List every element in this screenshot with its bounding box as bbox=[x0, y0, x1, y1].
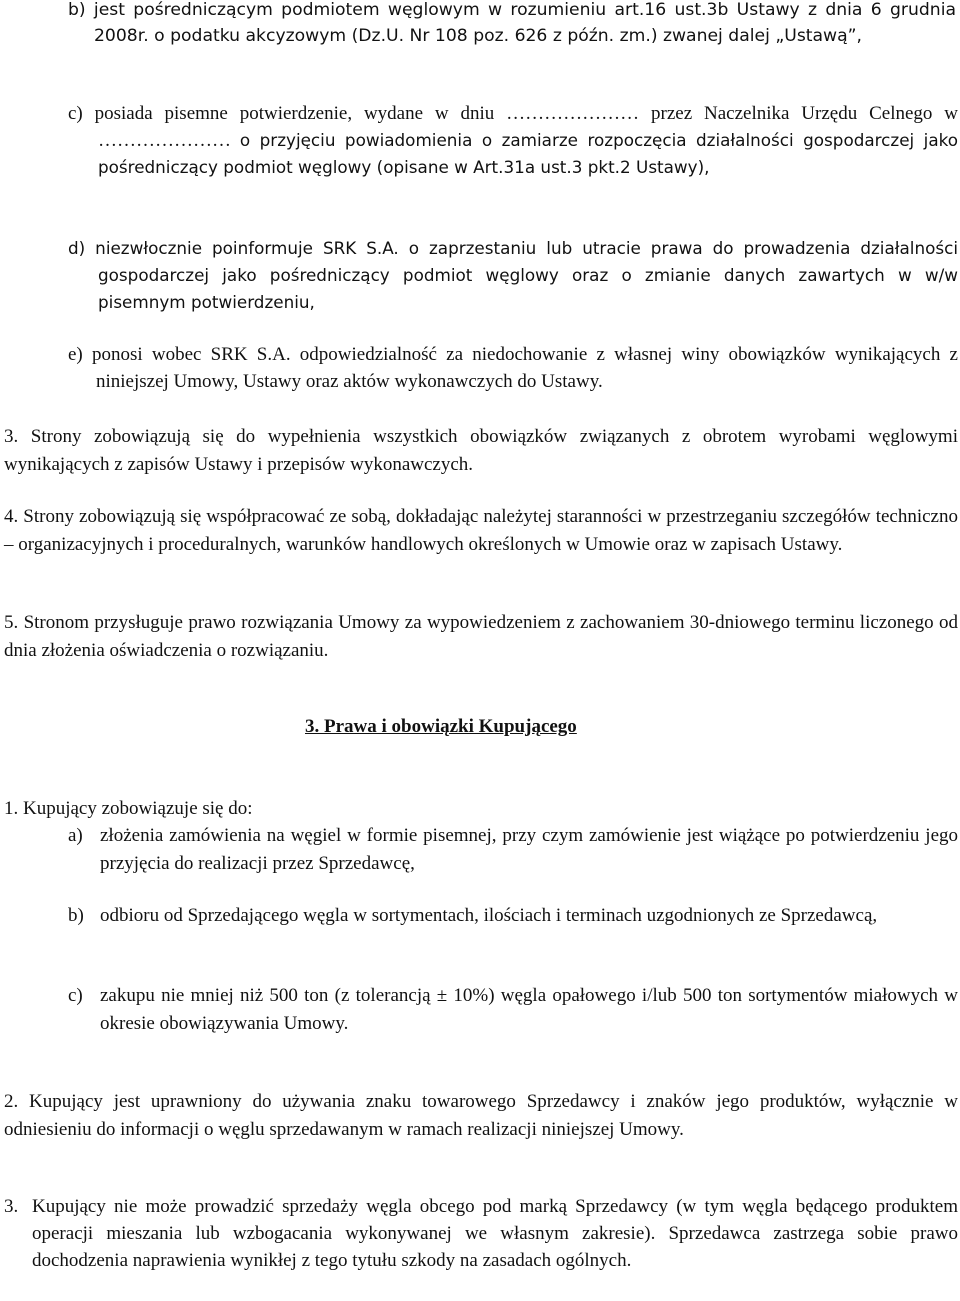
kupujacy-3 bbox=[4, 1193, 958, 1274]
kupujacy-3-text: Kupujący nie może prowadzić sprzedaży węgla obcego pod marką Sprzedawcy (w tym węgla będącego produktem operacji mieszania lub wzbogacania wykonywanej we własnym zakresie). Sprzedawca zastrzega sobie prawo dochodzenia naprawienia wynikłej z tego tytułu szkody na zasadach ogólnych. bbox=[32, 1196, 958, 1271]
item-c bbox=[68, 100, 958, 181]
section-heading: 3. Prawa i obowiązki Kupującego bbox=[305, 716, 577, 737]
kupujacy-1a-text: złożenia zamówienia na węgiel w formie pisemnej, przy czym zamówienie jest wiążące po potwierdzeniu jego przyjęcia do realizacji przez Sprzedawcę, bbox=[100, 825, 958, 874]
item-e: e) ponosi wobec SRK S.A. odpowiedzialność za niedochowanie z własnej winy obowiązków wynikających z niniejszej Umowy, Ustawy oraz aktów wykonawczych do Ustawy. bbox=[68, 344, 958, 392]
kupujacy-1c bbox=[68, 982, 958, 1038]
kupujacy-1-number: 1. bbox=[4, 798, 19, 819]
item-b: b) jest pośredniczącym podmiotem węglowym w rozumieniu art.16 ust.3b Ustawy z dnia 6 grudnia 2008r. o podatku akcyzowym (Dz.U. Nr 108 poz. 626 z późn. zm.) zwanej dalej „Ustawą”, bbox=[68, 0, 956, 46]
paragraph-5: 5. Stronom przysługuje prawo rozwiązania Umowy za wypowiedzeniem z zachowaniem 30-dniowego terminu liczonego od dnia złożenia oświadczenia o rozwiązaniu. bbox=[4, 612, 958, 661]
kupujacy-3-number: 3. bbox=[4, 1196, 19, 1217]
item-c-part1: c) posiada pisemne potwierdzenie, wydane w dniu ………………… przez Naczelnika Urzędu Celnego w ………………… bbox=[68, 103, 958, 151]
kupujacy-1c-label: c) bbox=[68, 985, 83, 1006]
kupujacy-1a bbox=[68, 822, 958, 878]
kupujacy-1c-text: zakupu nie mniej niż 500 ton (z tolerancją ± 10%) węgla opałowego i/lub 500 ton sortymentów miałowych w okresie obowiązywania Umowy. bbox=[100, 985, 958, 1034]
paragraph-4: 4. Strony zobowiązują się współpracować ze sobą, dokładając należytej staranności w przestrzeganiu szczegółów techniczno – organizacyjnych i proceduralnych, warunków handlowych określonych w Umowie oraz w zapisach Ustawy. bbox=[4, 506, 958, 555]
kupujacy-1-intro bbox=[4, 795, 954, 822]
item-c-part2: o przyjęciu powiadomienia o zamiarze rozpoczęcia działalności gospodarczej jako pośredniczący podmiot węglowy (opisane w Art.31a ust.3 pkt.2 Ustawy), bbox=[98, 130, 959, 177]
kupujacy-1-text: Kupujący zobowiązuje się do: bbox=[23, 798, 253, 819]
paragraph-3: 3. Strony zobowiązują się do wypełnienia wszystkich obowiązków związanych z obrotem wyrobami węglowymi wynikających z zapisów Ustawy i przepisów wykonawczych. bbox=[4, 426, 958, 475]
item-d: d) niezwłocznie poinformuje SRK S.A. o zaprzestaniu lub utracie prawa do prowadzenia działalności gospodarczej jako pośredniczący podmiot węglowy oraz o zmianie danych zawartych w w/w pisemnym potwierdzeniu, bbox=[68, 238, 958, 312]
kupujacy-1b bbox=[68, 902, 958, 930]
kupujacy-2: 2. Kupujący jest uprawniony do używania znaku towarowego Sprzedawcy i znaków jego produktów, wyłącznie w odniesieniu do informacji o węglu sprzedawanym w ramach realizacji niniejszej Umowy. bbox=[4, 1091, 958, 1140]
kupujacy-1b-text: odbioru od Sprzedającego węgla w sortymentach, ilościach i terminach uzgodnionych ze Sprzedawcą, bbox=[100, 905, 878, 926]
kupujacy-1a-label: a) bbox=[68, 825, 83, 846]
kupujacy-1b-label: b) bbox=[68, 905, 84, 926]
